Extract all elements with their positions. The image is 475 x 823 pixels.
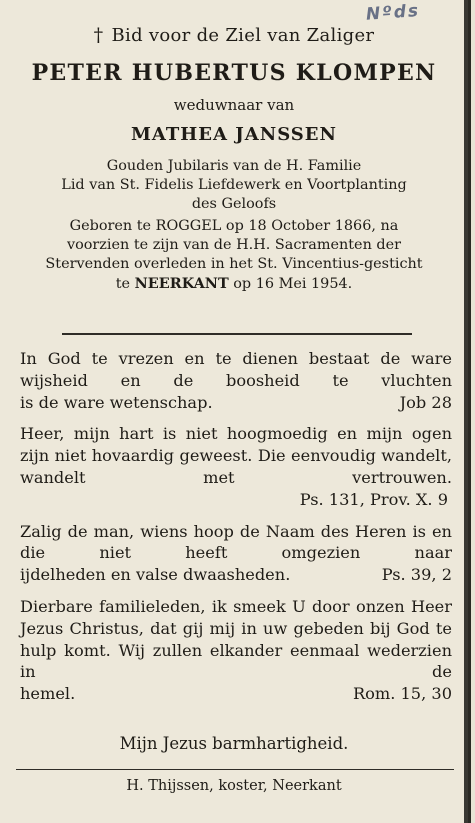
verse-psalm-39-text: Zalig de man, wiens hoop de Naam des Heren is en die niet heeft omgezien naar <box>20 521 452 563</box>
divider-top <box>62 333 412 335</box>
verse-job <box>20 348 452 413</box>
jubilee-line: Gouden Jubilaris van de H. Familie <box>106 158 362 174</box>
verse-romans-text: Dierbare familieleden, ik smeek U door onzen Heer Jezus Christus, dat gij mij in uw gebeden bij God te hulp komt. Wij zullen elkander eenmaal wederzien in de <box>20 596 452 682</box>
birth-prefix: Geboren te <box>69 218 152 234</box>
verse-romans-ref: Rom. 15, 30 <box>352 684 452 704</box>
verse-job-last: is de ware wetenschap. <box>20 392 213 412</box>
deceased-name: PETER HUBERTUS KLOMPEN <box>31 60 437 86</box>
verse-psalm-131 <box>20 423 452 510</box>
verse-psalm-39-last: ijdelheden en valse dwaasheden. <box>20 565 291 585</box>
divider-bottom <box>16 769 454 770</box>
membership-line-1: Lid van St. Fidelis Liefdewerk en Voortplanting <box>61 177 407 193</box>
prayer-text: Bid voor de Ziel van Zaliger <box>111 25 375 46</box>
spouse-name: MATHEA JANSSEN <box>131 124 337 145</box>
verse-job-last-row <box>20 392 452 414</box>
birth-place: ROGGEL <box>155 218 222 234</box>
verse-romans <box>20 596 452 705</box>
closing-prayer: Mijn Jezus barmhartigheid. <box>119 734 349 753</box>
prayer-line <box>0 24 468 46</box>
death-prefix: te <box>115 276 131 292</box>
birth-line <box>0 217 468 236</box>
membership-line-2: des Geloofs <box>191 196 277 212</box>
verse-psalm-131-text: Heer, mijn hart is niet hoogmoedig en mijn ogen zijn niet hovaardig geweest. Die eenvoudig wandelt, wandelt met vertrouwen. <box>20 424 452 487</box>
verses <box>20 348 452 715</box>
verse-job-text: In God te vrezen en te dienen bestaat de ware wijsheid en de boosheid te vluchten <box>20 349 452 390</box>
verse-romans-last: hemel. <box>20 684 76 704</box>
verse-job-ref: Job 28 <box>399 392 452 412</box>
card-header <box>0 24 468 294</box>
verse-psalm-39-ref: Ps. 39, 2 <box>381 565 452 585</box>
sacrament-line: voorzien te zijn van de H.H. Sacramenten der <box>66 237 402 253</box>
death-location-line: Stervenden overleden in het St. Vincentius-gesticht <box>45 256 423 272</box>
death-line <box>0 274 468 294</box>
printer-credit: H. Thijssen, koster, Neerkant <box>126 778 342 794</box>
death-suffix: op 16 Mei 1954. <box>233 276 353 292</box>
verse-romans-last-row <box>20 683 452 705</box>
death-place: NEERKANT <box>134 275 229 292</box>
archive-stamp: Nºds <box>365 0 421 25</box>
verse-psalm-39-last-row <box>20 564 452 586</box>
cross-icon: † <box>93 24 104 46</box>
verse-psalm-39 <box>20 521 452 586</box>
verse-psalm-131-ref: Ps. 131, Prov. X. 9 <box>299 489 448 509</box>
widower-label: weduwnaar van <box>173 96 295 114</box>
birth-suffix: op 18 October 1866, na <box>225 218 399 234</box>
